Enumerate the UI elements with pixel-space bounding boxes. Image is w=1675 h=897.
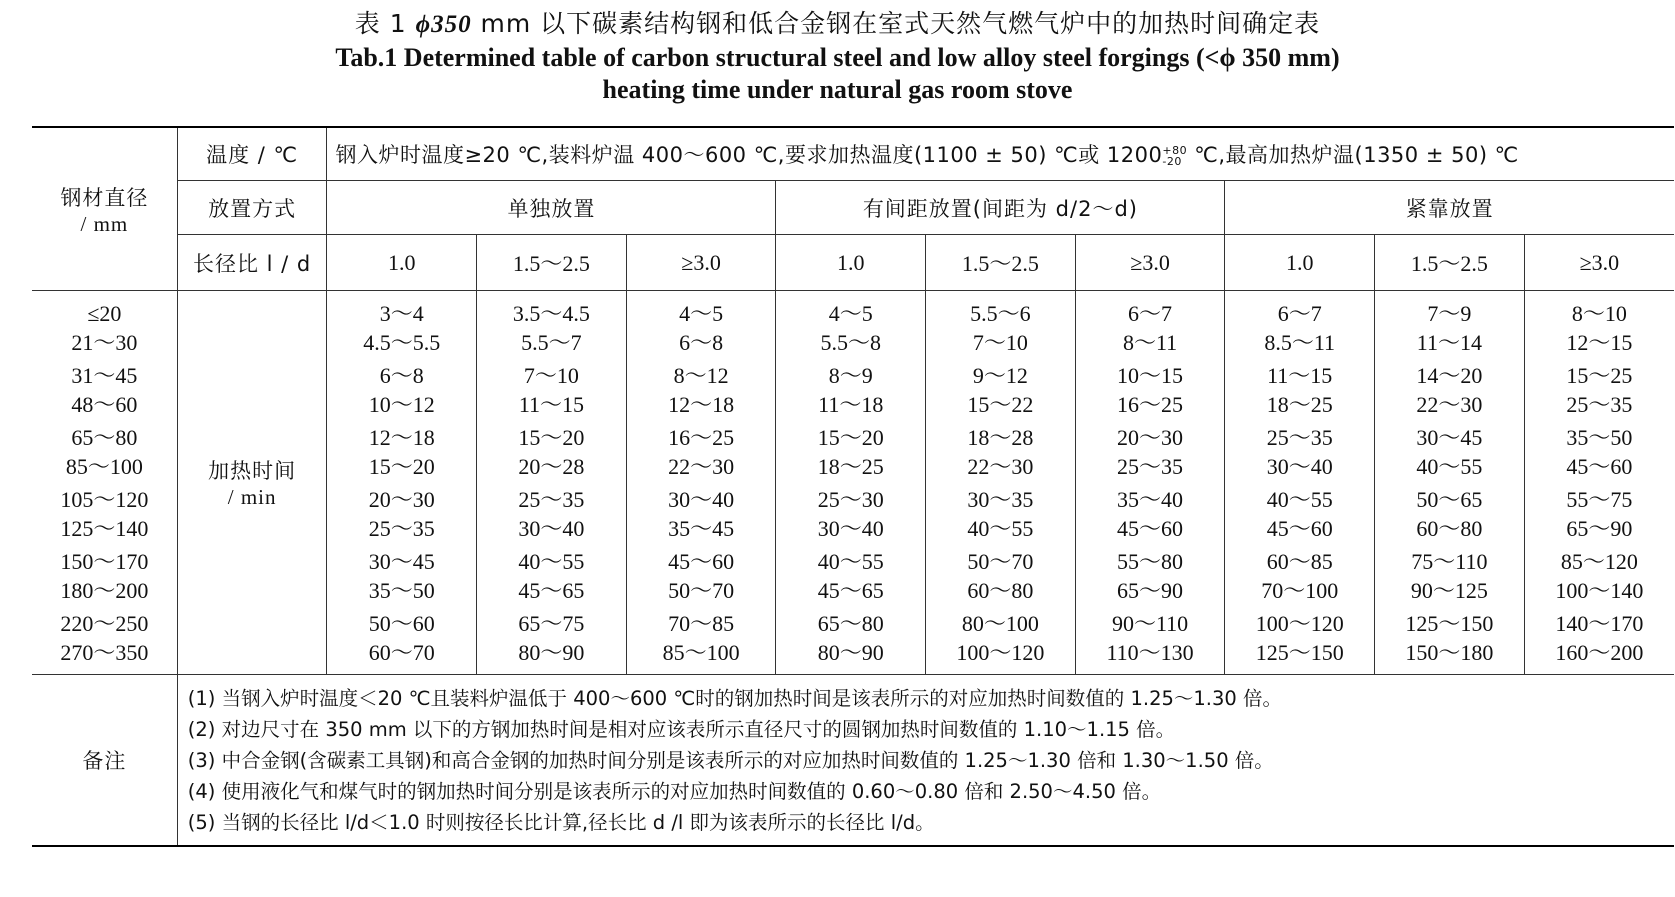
table-cell-value: 85～120 <box>1560 549 1638 574</box>
table-cell-value: 100～120 <box>1255 611 1344 636</box>
value-pair <box>1566 361 1632 423</box>
table-cell-value: 7～10 <box>523 363 579 388</box>
notes-cell <box>177 675 1674 847</box>
table-cell-value: 35～50 <box>368 578 435 603</box>
table-cell-value: 80～90 <box>817 640 884 665</box>
table-cell-value: 7～10 <box>972 330 1028 355</box>
table-cell-value: 11～18 <box>818 392 884 417</box>
table-cell-value: 50～60 <box>368 611 435 636</box>
value-pair <box>369 609 435 671</box>
table-cell-value: 50～65 <box>1416 487 1483 512</box>
value-pair <box>369 361 435 423</box>
value-pair <box>1416 361 1482 423</box>
value-pair <box>967 547 1033 609</box>
ratio-label: 长径比 l / d <box>177 235 327 291</box>
table-cell-value: 11～15 <box>518 392 585 417</box>
heating-label: 加热时间 <box>208 459 297 483</box>
value-pair <box>66 423 143 485</box>
table-cell-value: 30～40 <box>1266 454 1333 479</box>
table-cell-value: 5.5～8 <box>820 330 881 355</box>
value-pair <box>818 485 884 547</box>
data-row <box>32 291 1674 675</box>
table-cell-value: 12～15 <box>1566 330 1633 355</box>
value-pair <box>363 299 440 361</box>
table-cell-value: 65～90 <box>1566 516 1633 541</box>
table-cell-value: 8～12 <box>673 363 729 388</box>
table-cell-value: 50～70 <box>668 578 735 603</box>
value-pair <box>518 423 584 485</box>
table-cell-value: 45～60 <box>1117 516 1184 541</box>
value-pair <box>518 485 584 547</box>
table-cell-value: 31～45 <box>71 363 138 388</box>
value-pair <box>668 485 734 547</box>
table-cell-value: 40～55 <box>1416 454 1483 479</box>
table-cell-value: 150～180 <box>1405 640 1494 665</box>
value-pair <box>1555 547 1643 609</box>
value-pair <box>1117 423 1183 485</box>
table-cell-value: 4～5 <box>828 301 873 326</box>
table-cell-value: 20～28 <box>518 454 585 479</box>
table-cell-value: 18～25 <box>817 454 884 479</box>
header-row-temperature <box>32 127 1674 181</box>
table-cell-value: 45～65 <box>817 578 884 603</box>
table-cell-value: 12～18 <box>368 425 435 450</box>
value-pair <box>71 361 137 423</box>
table-cell-value: 4.5～5.5 <box>363 330 441 355</box>
table-cell-value: 7～9 <box>1427 301 1472 326</box>
table-cell-value: 5.5～7 <box>521 330 582 355</box>
table-cell-value: 25～35 <box>368 516 435 541</box>
table-cell-value: 45～65 <box>518 578 585 603</box>
ratio-header: 1.0 <box>776 235 926 291</box>
value-pair <box>1261 547 1338 609</box>
title-english-line2: heating time under natural gas room stove <box>602 75 1073 104</box>
table-cell-value: 18～25 <box>1266 392 1333 417</box>
table-cell-value: 160～200 <box>1555 640 1644 665</box>
value-pair <box>1405 609 1493 671</box>
table-cell-value: 8～9 <box>828 363 873 388</box>
table-cell-value: 50～70 <box>967 549 1034 574</box>
group-spaced: 有间距放置(间距为 d/2～d) <box>776 181 1225 235</box>
value-pair <box>1416 485 1482 547</box>
value-pair <box>663 609 740 671</box>
table-cell-value: 30～45 <box>368 549 435 574</box>
table-cell-value: 25～35 <box>1117 454 1184 479</box>
time-column <box>926 291 1076 675</box>
note-item: (3) 中合金钢(含碳素工具钢)和高合金钢的加热时间分别是该表所示的对应加热时间数值的 1.25～1.30 倍和 1.30～1.50 倍。 <box>187 748 1274 772</box>
table-cell-value: 125～150 <box>1255 640 1344 665</box>
table-cell-value: 180～200 <box>60 578 149 603</box>
table-cell-value: 25～35 <box>1266 425 1333 450</box>
table-cell-value: 60～80 <box>967 578 1034 603</box>
time-column <box>327 291 477 675</box>
temperature-conditions <box>327 127 1674 181</box>
table-cell-value: 45～60 <box>1266 516 1333 541</box>
table-cell-value: 40～55 <box>1266 487 1333 512</box>
table-cell-value: 8.5～11 <box>1264 330 1336 355</box>
value-pair <box>1106 609 1193 671</box>
table-cell-value: 75～110 <box>1411 549 1488 574</box>
time-column <box>477 291 627 675</box>
table-cell-value: 16～25 <box>668 425 735 450</box>
table-cell-value: 30～40 <box>668 487 735 512</box>
table-cell-value: 22～30 <box>967 454 1034 479</box>
title-chinese <box>0 6 1675 42</box>
table-cell-value: 140～170 <box>1555 611 1644 636</box>
temperature-label: 温度 / ℃ <box>177 127 327 181</box>
heating-time-label <box>177 291 327 675</box>
table-cell-value: 48～60 <box>71 392 138 417</box>
value-pair <box>967 485 1033 547</box>
table-cell-value: 22～30 <box>1416 392 1483 417</box>
table-cell-value: 35～40 <box>1117 487 1184 512</box>
table-cell-value: 4～5 <box>679 301 724 326</box>
table-cell-value: 15～20 <box>368 454 435 479</box>
table-cell-value: 40～55 <box>967 516 1034 541</box>
value-pair <box>513 299 590 361</box>
group-close: 紧靠放置 <box>1225 181 1674 235</box>
table-cell-value: 60～85 <box>1266 549 1333 574</box>
value-pair <box>1267 423 1333 485</box>
table-cell-value: 6～8 <box>379 363 424 388</box>
value-pair <box>60 609 148 671</box>
table-cell-value: 270～350 <box>60 640 149 665</box>
value-pair <box>1117 485 1183 547</box>
table-cell-value: 80～90 <box>518 640 585 665</box>
cond-part2: ℃,最高加热炉温(1350 ± 50) ℃ <box>1187 143 1519 167</box>
value-pair <box>818 547 884 609</box>
value-pair <box>967 423 1033 485</box>
table-cell-value: ≤20 <box>87 301 122 326</box>
note-item: (1) 当钢入炉时温度＜20 ℃且装料炉温低于 400～600 ℃时的钢加热时间是该表所示的对应加热时间数值的 1.25～1.30 倍。 <box>187 686 1282 710</box>
value-pair <box>818 361 883 423</box>
heating-unit: / min <box>227 485 277 509</box>
value-pair <box>820 299 881 361</box>
value-pair <box>60 485 148 547</box>
note-item: (4) 使用液化气和煤气时的钢加热时间分别是该表所示的对应加热时间数值的 0.60～0.80 倍和 2.50～4.50 倍。 <box>187 779 1162 803</box>
value-pair <box>369 423 435 485</box>
table-cell-value: 30～40 <box>518 516 585 541</box>
table-cell-value: 70～85 <box>668 611 735 636</box>
table-cell-value: 21～30 <box>71 330 138 355</box>
value-pair <box>668 361 734 423</box>
value-pair <box>1566 299 1632 361</box>
time-column <box>1225 291 1375 675</box>
table-cell-value: 3.5～4.5 <box>512 301 590 326</box>
table-cell-value: 30～45 <box>1416 425 1483 450</box>
value-pair <box>369 547 435 609</box>
table-cell-value: 6～7 <box>1128 301 1173 326</box>
diameter-label: 钢材直径 <box>60 185 149 210</box>
table-cell-value: 40～55 <box>817 549 884 574</box>
value-pair <box>668 423 734 485</box>
diameter-header <box>32 127 177 291</box>
table-cell-value: 16～25 <box>1117 392 1184 417</box>
table-cell-value: 8～10 <box>1571 301 1627 326</box>
table-cell-value: 65～90 <box>1117 578 1184 603</box>
value-pair <box>1566 423 1632 485</box>
value-pair <box>1416 423 1482 485</box>
table-cell-value: 90～110 <box>1111 611 1189 636</box>
table-cell-value: 100～140 <box>1555 578 1644 603</box>
ratio-header: 1.5～2.5 <box>477 235 627 291</box>
table-cell-value: 3～4 <box>379 301 424 326</box>
table-cell-value: 12～18 <box>668 392 735 417</box>
title-cn-rest: mm 以下碳素结构钢和低合金钢在室式天然气燃气炉中的加热时间确定表 <box>480 9 1321 38</box>
table-cell-value: 125～150 <box>1405 611 1494 636</box>
diameter-column <box>32 291 177 675</box>
heating-time-table <box>32 126 1674 847</box>
table-cell-value: 25～35 <box>1566 392 1633 417</box>
table-cell-value: 60～80 <box>1416 516 1483 541</box>
value-pair <box>1117 361 1183 423</box>
table-cell-value: 35～45 <box>668 516 735 541</box>
cond-part1: 钢入炉时温度≥20 ℃,装料炉温 400～600 ℃,要求加热温度(1100 ± 50) ℃或 1200 <box>335 143 1163 167</box>
ratio-header: 1.0 <box>327 235 477 291</box>
table-cell-value: 220～250 <box>60 611 149 636</box>
table-cell-value: 125～140 <box>60 516 149 541</box>
table-cell-value: 150～170 <box>60 549 149 574</box>
note-item: (5) 当钢的长径比 l/d＜1.0 时则按径长比计算,径长比 d /l 即为该表所示的长径比 l/d。 <box>187 810 935 834</box>
table-cell-value: 45～60 <box>1566 454 1633 479</box>
table-cell-value: 6～8 <box>679 330 724 355</box>
table-cell-value: 45～60 <box>668 549 735 574</box>
table-caption <box>0 6 1675 106</box>
table-cell-value: 65～80 <box>71 425 138 450</box>
table-cell-value: 70～100 <box>1261 578 1339 603</box>
table-cell-value: 22～30 <box>668 454 735 479</box>
table-cell-value: 110～130 <box>1106 640 1194 665</box>
value-pair <box>1555 609 1643 671</box>
value-pair <box>1267 361 1333 423</box>
table-cell-value: 105～120 <box>60 487 149 512</box>
cond-subscript: -20 <box>1162 155 1182 168</box>
table-cell-value: 15～20 <box>817 425 884 450</box>
table-cell-value: 11～14 <box>1416 330 1482 355</box>
table-cell-value: 10～15 <box>1117 363 1184 388</box>
value-pair <box>818 423 884 485</box>
value-pair <box>967 361 1033 423</box>
header-row-ratio <box>32 235 1674 291</box>
value-pair <box>519 361 584 423</box>
note-item: (2) 对边尺寸在 350 mm 以下的方钢加热时间是相对应该表所示直径尺寸的圆钢加热时间数值的 1.10～1.15 倍。 <box>187 717 1176 741</box>
table-cell-value: 85～100 <box>65 454 143 479</box>
table-cell-value: 5.5～6 <box>970 301 1031 326</box>
table-cell-value: 20～30 <box>368 487 435 512</box>
value-pair <box>1256 609 1344 671</box>
value-pair <box>1264 299 1335 361</box>
table-cell-value: 15～20 <box>518 425 585 450</box>
table-cell-value: 20～30 <box>1117 425 1184 450</box>
time-column <box>1524 291 1674 675</box>
table-cell-value: 25～30 <box>817 487 884 512</box>
ratio-header: ≥3.0 <box>1524 235 1674 291</box>
title-cn-symbol: ϕ350 <box>415 11 472 38</box>
table-cell-value: 15～22 <box>967 392 1034 417</box>
table-cell-value: 65～75 <box>518 611 585 636</box>
value-pair <box>1411 547 1488 609</box>
value-pair <box>1123 299 1177 361</box>
table-cell-value: 35～50 <box>1566 425 1633 450</box>
table-cell-value: 6～7 <box>1277 301 1322 326</box>
value-pair <box>679 299 723 361</box>
table-cell-value: 15～25 <box>1566 363 1633 388</box>
group-single: 单独放置 <box>327 181 776 235</box>
table-cell-value: 100～120 <box>956 640 1045 665</box>
notes-label: 备注 <box>32 675 177 847</box>
table-cell-value: 30～40 <box>817 516 884 541</box>
table-cell-value: 25～35 <box>518 487 585 512</box>
table-cell-value: 55～80 <box>1117 549 1184 574</box>
table-cell-value: 9～12 <box>972 363 1028 388</box>
time-column <box>776 291 926 675</box>
value-pair <box>668 547 734 609</box>
value-pair <box>1417 299 1482 361</box>
value-pair <box>956 609 1044 671</box>
ratio-header: ≥3.0 <box>1075 235 1225 291</box>
table-cell-value: 18～28 <box>967 425 1034 450</box>
table-cell-value: 14～20 <box>1416 363 1483 388</box>
ratio-header: 1.0 <box>1225 235 1375 291</box>
diameter-unit: / mm <box>80 211 129 236</box>
value-pair <box>60 547 148 609</box>
table-cell-value: 60～70 <box>368 640 435 665</box>
time-column <box>1375 291 1525 675</box>
table-cell-value: 8～11 <box>1122 330 1178 355</box>
table-cell-value: 55～75 <box>1566 487 1633 512</box>
title-cn-prefix: 表 1 <box>354 9 407 38</box>
value-pair <box>369 485 435 547</box>
value-pair <box>71 299 137 361</box>
table-cell-value: 85～100 <box>662 640 740 665</box>
value-pair <box>1267 485 1333 547</box>
value-pair <box>518 547 584 609</box>
value-pair <box>970 299 1031 361</box>
value-pair <box>1566 485 1632 547</box>
title-english-line1: Tab.1 Determined table of carbon structural steel and low alloy steel forgings (<ϕ 350 mm) <box>335 43 1340 72</box>
value-pair <box>1117 547 1183 609</box>
ratio-header: ≥3.0 <box>626 235 776 291</box>
ratio-header: 1.5～2.5 <box>1375 235 1525 291</box>
time-column <box>626 291 776 675</box>
ratio-header: 1.5～2.5 <box>926 235 1076 291</box>
table-cell-value: 65～80 <box>817 611 884 636</box>
table-cell-value: 11～15 <box>1267 363 1333 388</box>
value-pair <box>518 609 584 671</box>
table-cell-value: 80～100 <box>961 611 1039 636</box>
time-column <box>1075 291 1225 675</box>
value-pair <box>818 609 884 671</box>
header-row-placement <box>32 181 1674 235</box>
table-cell-value: 30～35 <box>967 487 1034 512</box>
table-cell-value: 40～55 <box>518 549 585 574</box>
cond-superscript: +80 <box>1162 144 1188 157</box>
notes-row <box>32 675 1674 847</box>
table-cell-value: 90～125 <box>1410 578 1488 603</box>
table-cell-value: 10～12 <box>368 392 435 417</box>
placement-label: 放置方式 <box>177 181 327 235</box>
